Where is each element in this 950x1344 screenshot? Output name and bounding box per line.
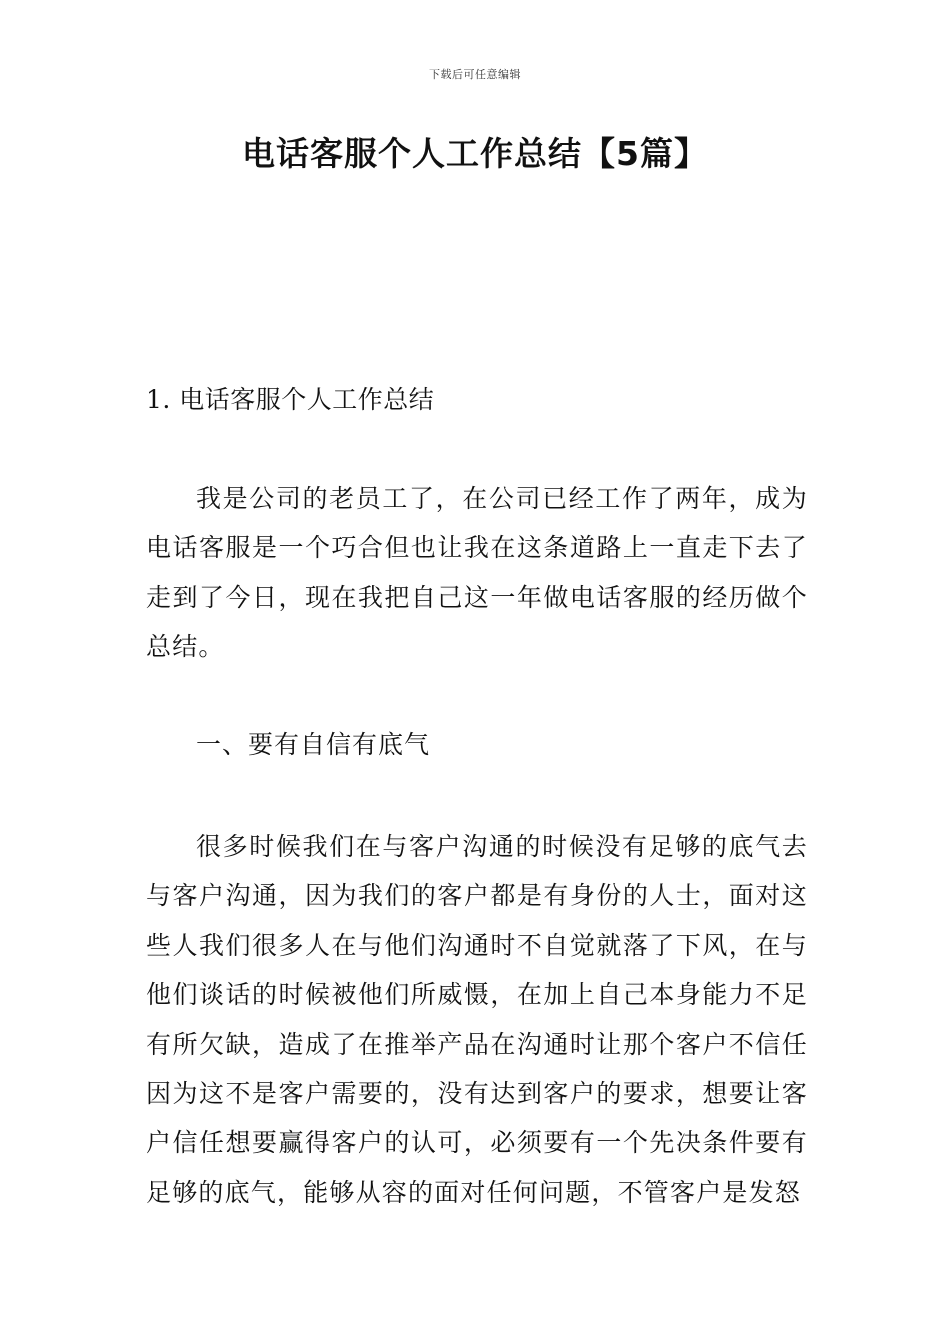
body-paragraph: 我是公司的老员工了，在公司已经工作了两年，成为电话客服是一个巧合但也让我在这条道路上一直走下去了走到了今日，现在我把自己这一年做电话客服的经历做个总结。: [146, 484, 808, 662]
body-paragraph: 很多时候我们在与客户沟通的时候没有足够的底气去与客户沟通，因为我们的客户都是有身份的人士，面对这些人我们很多人在与他们沟通时不自觉就落了下风，在与他们谈话的时候被他们所威慑，在加上自己本身能力不足有所欠缺，造成了在推举产品在沟通时让那个客户不信任因为这不是客户需要的，没有达到客户的要求，想要让客户信任想要赢得客户的认可，必须要有一个先决条件要有足够的底气，能够从容的面对任何问题，不管客户是发怒: [146, 832, 808, 1207]
document-title: 电话客服个人工作总结【5篇】: [242, 134, 708, 173]
subheading: 一、要有自信有底气: [196, 730, 431, 759]
header-note: 下载后可任意编辑: [429, 68, 521, 81]
section-heading: 1. 电话客服个人工作总结: [146, 385, 435, 414]
